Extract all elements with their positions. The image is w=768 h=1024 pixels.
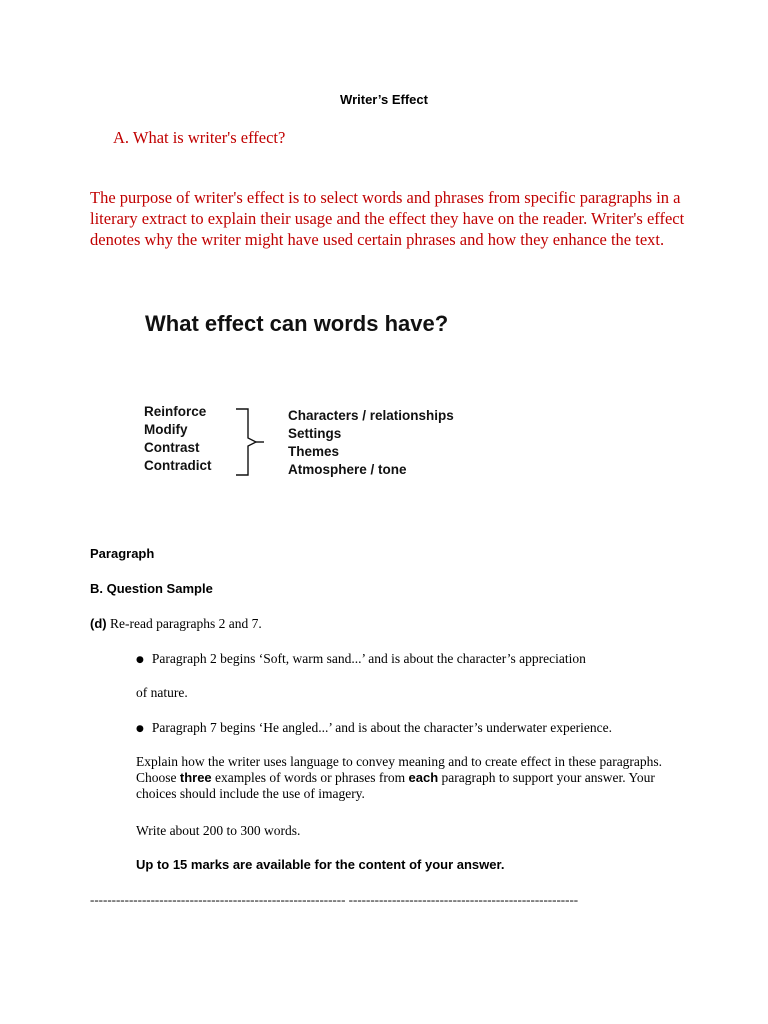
effect-targets-list	[288, 407, 454, 479]
effect-verb: Modify	[144, 422, 188, 437]
bullet-icon: ●	[136, 724, 144, 734]
effect-verb: Contrast	[144, 440, 200, 455]
writers-effect-definition: The purpose of writer's effect is to select words and phrases from specific paragraphs in a literary extract to explain their usage and the effect they have on the reader. Writer's effect denotes why the writer might have used certain phrases and how they enhance the text.	[90, 188, 685, 249]
question-label: (d)	[90, 616, 107, 631]
figure-title: What effect can words have?	[145, 311, 449, 336]
bullet-paragraph-7	[136, 720, 612, 736]
effect-target: Themes	[288, 444, 340, 459]
instructions-text: examples of words or phrases from	[211, 770, 409, 785]
section-b-heading: B. Question Sample	[90, 581, 213, 596]
question-text: Re-read paragraphs 2 and 7.	[106, 616, 262, 631]
section-a-heading: A. What is writer's effect?	[113, 128, 286, 147]
document-title: Writer’s Effect	[340, 92, 428, 107]
effect-verb: Contradict	[144, 458, 212, 473]
bullet-text: Paragraph 7 begins ‘He angled...’ and is about the character’s underwater experience.	[151, 720, 613, 735]
effect-verb: Reinforce	[144, 404, 207, 419]
emphasis-three: three	[179, 770, 212, 785]
instructions-text: Explain how the writer uses language to convey meaning and to create effect in these paragraphs. Choose	[136, 754, 663, 785]
paragraph-heading: Paragraph	[90, 546, 155, 561]
bullet-paragraph-2	[136, 651, 586, 667]
marks-note: Up to 15 marks are available for the content of your answer.	[136, 857, 505, 872]
curly-brace-icon	[234, 408, 266, 476]
question-instructions	[136, 754, 681, 802]
bullet-paragraph-2-continuation: of nature.	[136, 685, 188, 700]
effect-target: Settings	[288, 426, 342, 441]
word-count-instruction: Write about 200 to 300 words.	[136, 823, 301, 838]
dashed-separator: ----------------------------------------------------------- -----------------------------------------------------	[90, 892, 579, 907]
effect-target: Characters / relationships	[288, 408, 454, 423]
effect-target: Atmosphere / tone	[288, 462, 407, 477]
effect-verbs-list	[144, 403, 212, 475]
question-d	[90, 616, 262, 632]
instructions-text: paragraph to support your answer. Your choices should include the use of imagery.	[136, 770, 655, 801]
bullet-text: Paragraph 2 begins ‘Soft, warm sand...’ and is about the character’s appreciation	[151, 651, 586, 666]
bullet-icon: ●	[136, 655, 144, 665]
emphasis-each: each	[408, 770, 439, 785]
